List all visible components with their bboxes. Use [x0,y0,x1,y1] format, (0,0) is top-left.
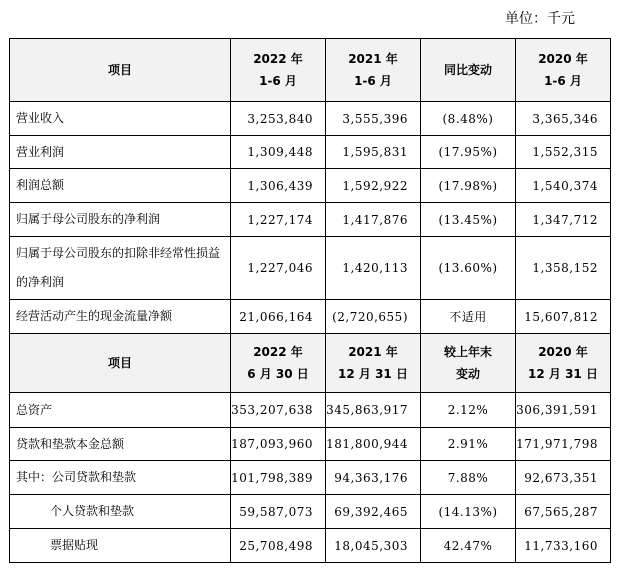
row-label: 个人贷款和垫款 [10,495,231,529]
header-col1: 2022 年 1-6 月 [231,39,326,102]
cell-value: 59,587,073 [231,495,326,529]
cell-value: 306,391,591 [516,393,611,428]
cell-value: 1,306,439 [231,169,326,203]
header-col1: 2022 年 6 月 30 日 [231,334,326,393]
table-row [10,428,611,461]
cell-value: 1,595,831 [326,136,421,169]
section1-header-row [10,39,611,102]
header-col2: 2021 年 1-6 月 [326,39,421,102]
cell-value: 101,798,389 [231,461,326,495]
cell-value: 187,093,960 [231,428,326,461]
cell-value: 25,708,498 [231,529,326,563]
cell-value: 67,565,287 [516,495,611,529]
cell-value: 1,420,113 [326,237,421,300]
table-row [10,393,611,428]
cell-value: 18,045,303 [326,529,421,563]
row-label: 营业收入 [10,102,231,136]
table-row [10,529,611,563]
table-row [10,461,611,495]
cell-change: (14.13%) [421,495,516,529]
cell-value: 345,863,917 [326,393,421,428]
financial-table [9,38,611,563]
header-col3: 同比变动 [421,39,516,102]
cell-value: 1,417,876 [326,203,421,237]
table-row [10,203,611,237]
row-label: 贷款和垫款本金总额 [10,428,231,461]
cell-change: 不适用 [421,300,516,334]
cell-change: (8.48%) [421,102,516,136]
cell-change: (17.95%) [421,136,516,169]
table-row [10,237,611,300]
cell-value: 21,066,164 [231,300,326,334]
cell-value: 92,673,351 [516,461,611,495]
row-label: 经营活动产生的现金流量净额 [10,300,231,334]
cell-value: 353,207,638 [231,393,326,428]
cell-change: 7.88% [421,461,516,495]
table-row [10,495,611,529]
cell-value: 3,253,840 [231,102,326,136]
header-item: 项目 [10,39,231,102]
table-row [10,169,611,203]
header-col4: 2020 年 12 月 31 日 [516,334,611,393]
cell-value: 1,540,374 [516,169,611,203]
table-row [10,136,611,169]
cell-change: (13.60%) [421,237,516,300]
header-col4: 2020 年 1-6 月 [516,39,611,102]
header-col3: 较上年末 变动 [421,334,516,393]
cell-value: 1,309,448 [231,136,326,169]
table-row [10,102,611,136]
cell-value: 3,365,346 [516,102,611,136]
row-label: 总资产 [10,393,231,428]
row-label: 归属于母公司股东的扣除非经常性损益的净利润 [10,237,231,300]
cell-change: 2.91% [421,428,516,461]
row-label: 营业利润 [10,136,231,169]
row-label: 利润总额 [10,169,231,203]
header-item: 项目 [10,334,231,393]
row-label: 归属于母公司股东的净利润 [10,203,231,237]
cell-value: 1,358,152 [516,237,611,300]
cell-value: 11,733,160 [516,529,611,563]
cell-change: 2.12% [421,393,516,428]
table-row [10,300,611,334]
unit-label: 单位：千元 [505,11,575,27]
cell-value: 1,227,046 [231,237,326,300]
cell-value: 181,800,944 [326,428,421,461]
cell-value: 69,392,465 [326,495,421,529]
header-col2: 2021 年 12 月 31 日 [326,334,421,393]
cell-value: 1,227,174 [231,203,326,237]
cell-value: 1,592,922 [326,169,421,203]
cell-value: 3,555,396 [326,102,421,136]
cell-value: (2,720,655) [326,300,421,334]
cell-value: 1,347,712 [516,203,611,237]
cell-value: 15,607,812 [516,300,611,334]
cell-change: 42.47% [421,529,516,563]
row-label: 其中：公司贷款和垫款 [10,461,231,495]
section2-header-row [10,334,611,393]
cell-value: 171,971,798 [516,428,611,461]
cell-value: 94,363,176 [326,461,421,495]
cell-change: (13.45%) [421,203,516,237]
cell-change: (17.98%) [421,169,516,203]
cell-value: 1,552,315 [516,136,611,169]
row-label: 票据贴现 [10,529,231,563]
